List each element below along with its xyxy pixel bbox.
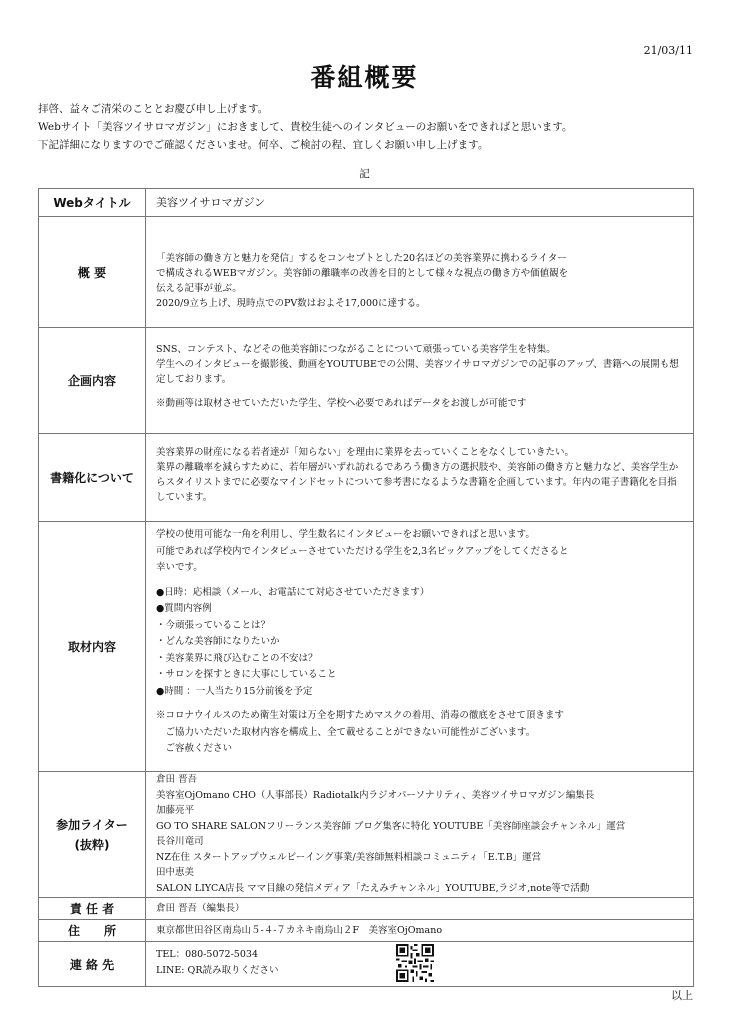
value-interview (146, 522, 694, 772)
interview-line: ●時間 ：一人当たり15分前後を予定 (156, 685, 313, 697)
document-date: 21/03/11 (643, 44, 693, 57)
label-manager: 責 任 者 (39, 898, 146, 920)
writer-profile: GO TO SHARE SALONフリーランス美容師 ブログ集客に特化 YOUTUBE「美容師座談会チャンネル」運営 (156, 820, 626, 832)
label-writers-line: (抜粋) (74, 837, 110, 852)
interview-line: 幸いです。 (156, 562, 203, 573)
program-summary-table (38, 188, 694, 987)
book-line: らスタイリストまでに必要なマインドセットについて参考書になるような書籍を企画しています。年内の電子書籍化を目指 (156, 477, 677, 488)
row-contact (39, 942, 694, 987)
row-book (39, 434, 694, 522)
interview-note: ご容赦ください (156, 743, 233, 754)
writer-name: 加藤亮平 (156, 805, 195, 816)
intro-line: Webサイト「美容ツイサロマガジン」におきまして、貴校生徒へのインタビューのお願いをできればと思います。 (38, 121, 573, 133)
overview-line: 「美容師の働き方と魅力を発信」するをコンセプトとした20名ほどの美容業界に携わるライター (156, 253, 567, 264)
row-address (39, 920, 694, 942)
label-address: 住 所 (39, 920, 146, 942)
plan-note: ※動画等は取材させていただいた学生、学校へ必要であればデータをお渡しが可能です (156, 398, 527, 409)
book-line: しています。 (156, 492, 213, 503)
ki-marker: 記 (359, 168, 370, 180)
interview-line: ●質問内容例 (156, 603, 212, 614)
value-writers (146, 772, 694, 898)
overview-line: 伝える記事が並ぶ。 (156, 283, 242, 294)
page-title: 番組概要 (310, 63, 419, 92)
plan-line: 学生へのインタビューを撮影後、動画をYOUTUBEでの公開、美容ツイサロマガジンでの記事のアップ、書籍への展開も想 (156, 359, 679, 370)
label-writers (39, 772, 146, 898)
label-plan: 企画内容 (39, 328, 146, 434)
interview-line: 学校の使用可能な一角を利用し、学生数名にインタビューをお願いできればと思います。 (156, 529, 535, 540)
plan-line: SNS、コンテスト、などその他美容師につながることについて頑張っている美容学生を特集。 (156, 344, 556, 355)
label-contact: 連 絡 先 (39, 942, 146, 987)
plan-line: 定しております。 (156, 374, 232, 385)
label-interview: 取材内容 (39, 522, 146, 772)
label-overview: 概 要 (39, 217, 146, 328)
value-book (146, 434, 694, 522)
row-plan (39, 328, 694, 434)
interview-line: ・今頑張っていることは？ (156, 619, 271, 631)
writer-profile: 美容室OjOmano CHO（人事部長）Radiotalk内ラジオパーソナリティ、美容ツイサロマガジン編集長 (156, 789, 595, 801)
writer-profile: NZ在住 スタートアップウェルビーイング事業/美容師無料相談コミュニティ「E.T.B」運営 (156, 851, 542, 863)
interview-line: ・サロンを探すときに大事にしていること (156, 669, 337, 680)
row-writers (39, 772, 694, 898)
interview-note: ※コロナウイルスのため衛生対策は万全を期すためマスクの着用、消毒の徹底をさせて頂きます (156, 710, 564, 721)
line-qr-code-icon[interactable] (396, 944, 434, 982)
label-web-title: Webタイトル (39, 189, 146, 217)
interview-line: 可能であれば学校内でインタビューさせていただける学生を2,3名ピックアップをしてくださると (156, 545, 569, 557)
book-line: 美容業界の財産になる若者達が「知らない」を理由に業界を去っていくことをなくしていきたい。 (156, 447, 575, 458)
row-manager (39, 898, 694, 920)
overview-line: で構成されるWEBマガジン。美容師の離職率の改善を目的として様々な視点の働き方や価値観を (156, 268, 569, 279)
writer-profile: SALON LIYCA店長 ママ目線の発信メディア「たえみチャンネル」YOUTUBE,ラジオ,note等で活動 (156, 882, 590, 894)
intro-line: 拝啓、益々ご清栄のこととお慶び申し上げます。 (38, 103, 269, 115)
row-interview (39, 522, 694, 772)
label-book: 書籍化について (39, 434, 146, 522)
value-contact (146, 942, 694, 987)
closing-mark: 以上 (671, 989, 693, 1002)
writer-name: 倉田 晋吾 (156, 774, 198, 785)
interview-line: ・美容業界に飛び込むことの不安は？ (156, 652, 318, 664)
contact-tel: TEL：080-5072-5034 (156, 949, 258, 960)
book-line: 業界の離職率を減らすために、若年層がいずれ訪れるであろう働き方の選択肢や、美容師の働き方と魅力など、美容学生か (156, 462, 679, 473)
row-web-title (39, 189, 694, 217)
intro-line: 下記詳細になりますのでご確認くださいませ。何卒、ご検討の程、宜しくお願い申し上げます。 (38, 139, 489, 151)
value-address: 東京都世田谷区南烏山５-４-７カネキ南烏山２F 美容室OjOmano (146, 920, 694, 942)
interview-line: ●日時：応相談（メール、お電話にて対応させていただきます） (156, 586, 430, 598)
writer-name: 長谷川竜司 (156, 836, 204, 847)
value-manager: 倉田 晋吾（編集長） (146, 898, 694, 920)
label-writers-line: 参加ライター (56, 817, 128, 832)
value-overview (146, 217, 694, 328)
intro-text (38, 100, 698, 154)
row-overview (39, 217, 694, 328)
interview-note: ご協力いただいた取材内容を構成上、全て載せることができない可能性がございます。 (156, 726, 536, 738)
contact-line: LINE: QR読み取りください (156, 965, 279, 976)
value-plan (146, 328, 694, 434)
value-web-title: 美容ツイサロマガジン (146, 189, 694, 217)
writer-name: 田中恵美 (156, 867, 195, 878)
overview-line: 2020/9立ち上げ、現時点でのPV数はおよそ17,000に達する。 (156, 298, 426, 309)
interview-line: ・どんな美容師になりたいか (156, 636, 280, 647)
